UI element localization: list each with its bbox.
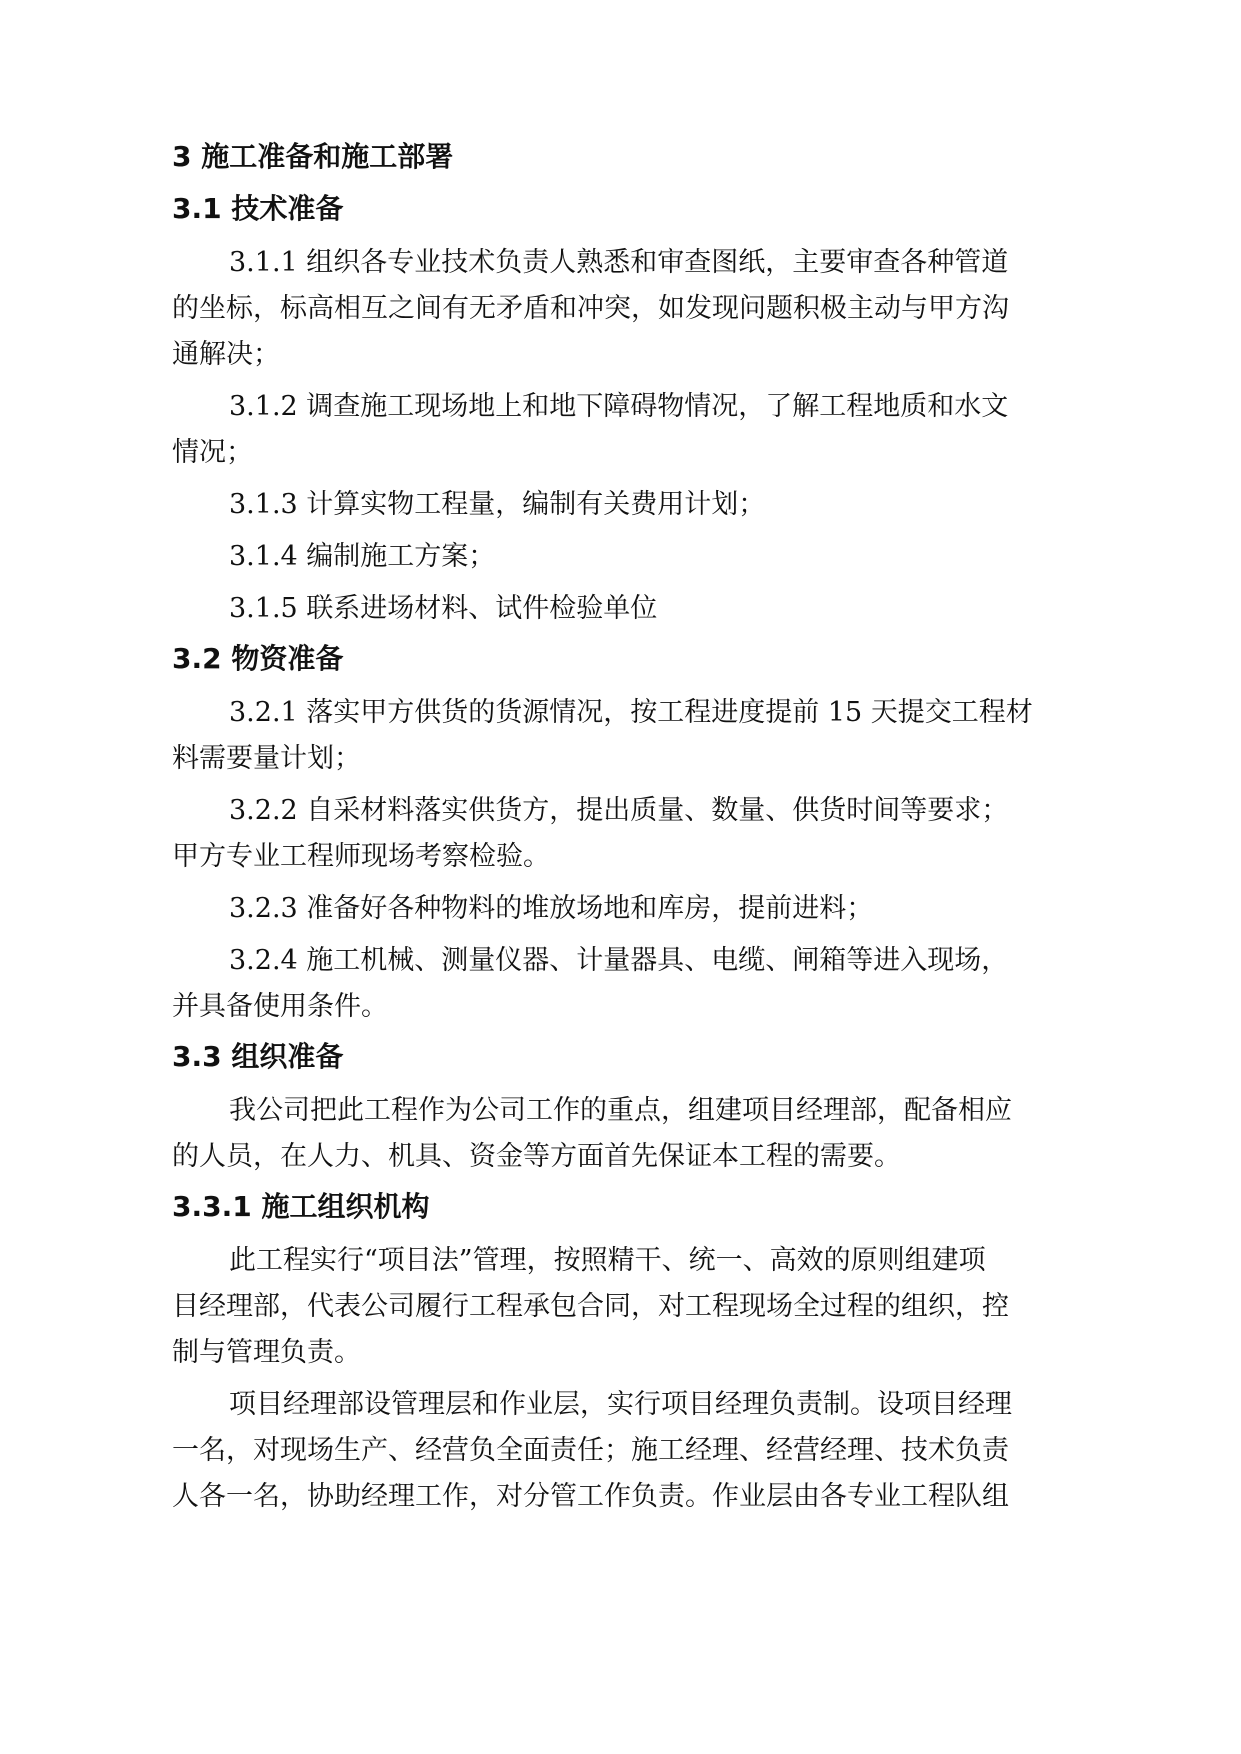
text-line: 并具备使用条件。 xyxy=(172,991,388,1022)
paragraph-3-1-3 xyxy=(172,482,1078,528)
text-line: 此工程实行“项目法”管理，按照精干、统一、高效的原则组建项 xyxy=(229,1245,986,1276)
text-line: 通解决； xyxy=(172,339,280,370)
text-line: 一名，对现场生产、经营负全面责任；施工经理、经营经理、技术负责 xyxy=(172,1435,1009,1466)
document-body xyxy=(172,136,1078,1526)
paragraph-3-1-1 xyxy=(172,240,1078,378)
text-line: 甲方专业工程师现场考察检验。 xyxy=(172,841,550,872)
text-line: 3.1.4 编制施工方案； xyxy=(229,541,496,572)
paragraph-3-1-4 xyxy=(172,534,1078,580)
paragraph-3-1-2 xyxy=(172,384,1078,476)
paragraph-3-2-3 xyxy=(172,886,1078,932)
text-line: 3.2.1 落实甲方供货的货源情况，按工程进度提前 15 天提交工程材 xyxy=(229,697,1033,728)
text-line: 3.1.3 计算实物工程量，编制有关费用计划； xyxy=(229,489,766,520)
heading-3-3: 3.3 组织准备 xyxy=(172,1040,344,1073)
paragraph-3-1-5 xyxy=(172,586,1078,632)
text-line: 的坐标，标高相互之间有无矛盾和冲突，如发现问题积极主动与甲方沟 xyxy=(172,293,1009,324)
text-line: 3.2.4 施工机械、测量仪器、计量器具、电缆、闸箱等进入现场， xyxy=(229,945,1009,976)
paragraph-3-2-4 xyxy=(172,938,1078,1030)
paragraph-3-3 xyxy=(172,1088,1078,1180)
text-line: 的人员，在人力、机具、资金等方面首先保证本工程的需要。 xyxy=(172,1141,901,1172)
heading-3-2: 3.2 物资准备 xyxy=(172,642,344,675)
text-line: 3.2.3 准备好各种物料的堆放场地和库房，提前进料； xyxy=(229,893,874,924)
text-line: 我公司把此工程作为公司工作的重点，组建项目经理部，配备相应 xyxy=(229,1095,1012,1126)
paragraph-3-3-1-a xyxy=(172,1238,1078,1376)
text-line: 料需要量计划； xyxy=(172,743,361,774)
section-title: 3 施工准备和施工部署 xyxy=(172,140,454,173)
text-line: 项目经理部设管理层和作业层，实行项目经理负责制。设项目经理 xyxy=(229,1389,1012,1420)
text-line: 人各一名，协助经理工作，对分管工作负责。作业层由各专业工程队组 xyxy=(172,1481,1009,1512)
text-line: 3.1.2 调查施工现场地上和地下障碍物情况，了解工程地质和水文 xyxy=(229,391,1009,422)
text-line: 制与管理负责。 xyxy=(172,1337,361,1368)
heading-3-1: 3.1 技术准备 xyxy=(172,192,344,225)
paragraph-3-2-1 xyxy=(172,690,1078,782)
text-line: 情况； xyxy=(172,437,253,468)
text-line: 3.1.1 组织各专业技术负责人熟悉和审查图纸，主要审查各种管道 xyxy=(229,247,1009,278)
text-line: 3.2.2 自采材料落实供货方，提出质量、数量、供货时间等要求； xyxy=(229,795,1009,826)
text-line: 3.1.5 联系进场材料、试件检验单位 xyxy=(229,593,658,624)
heading-3-3-1: 3.3.1 施工组织机构 xyxy=(172,1190,430,1223)
text-line: 目经理部，代表公司履行工程承包合同，对工程现场全过程的组织，控 xyxy=(172,1291,1009,1322)
paragraph-3-2-2 xyxy=(172,788,1078,880)
paragraph-3-3-1-b xyxy=(172,1382,1078,1520)
